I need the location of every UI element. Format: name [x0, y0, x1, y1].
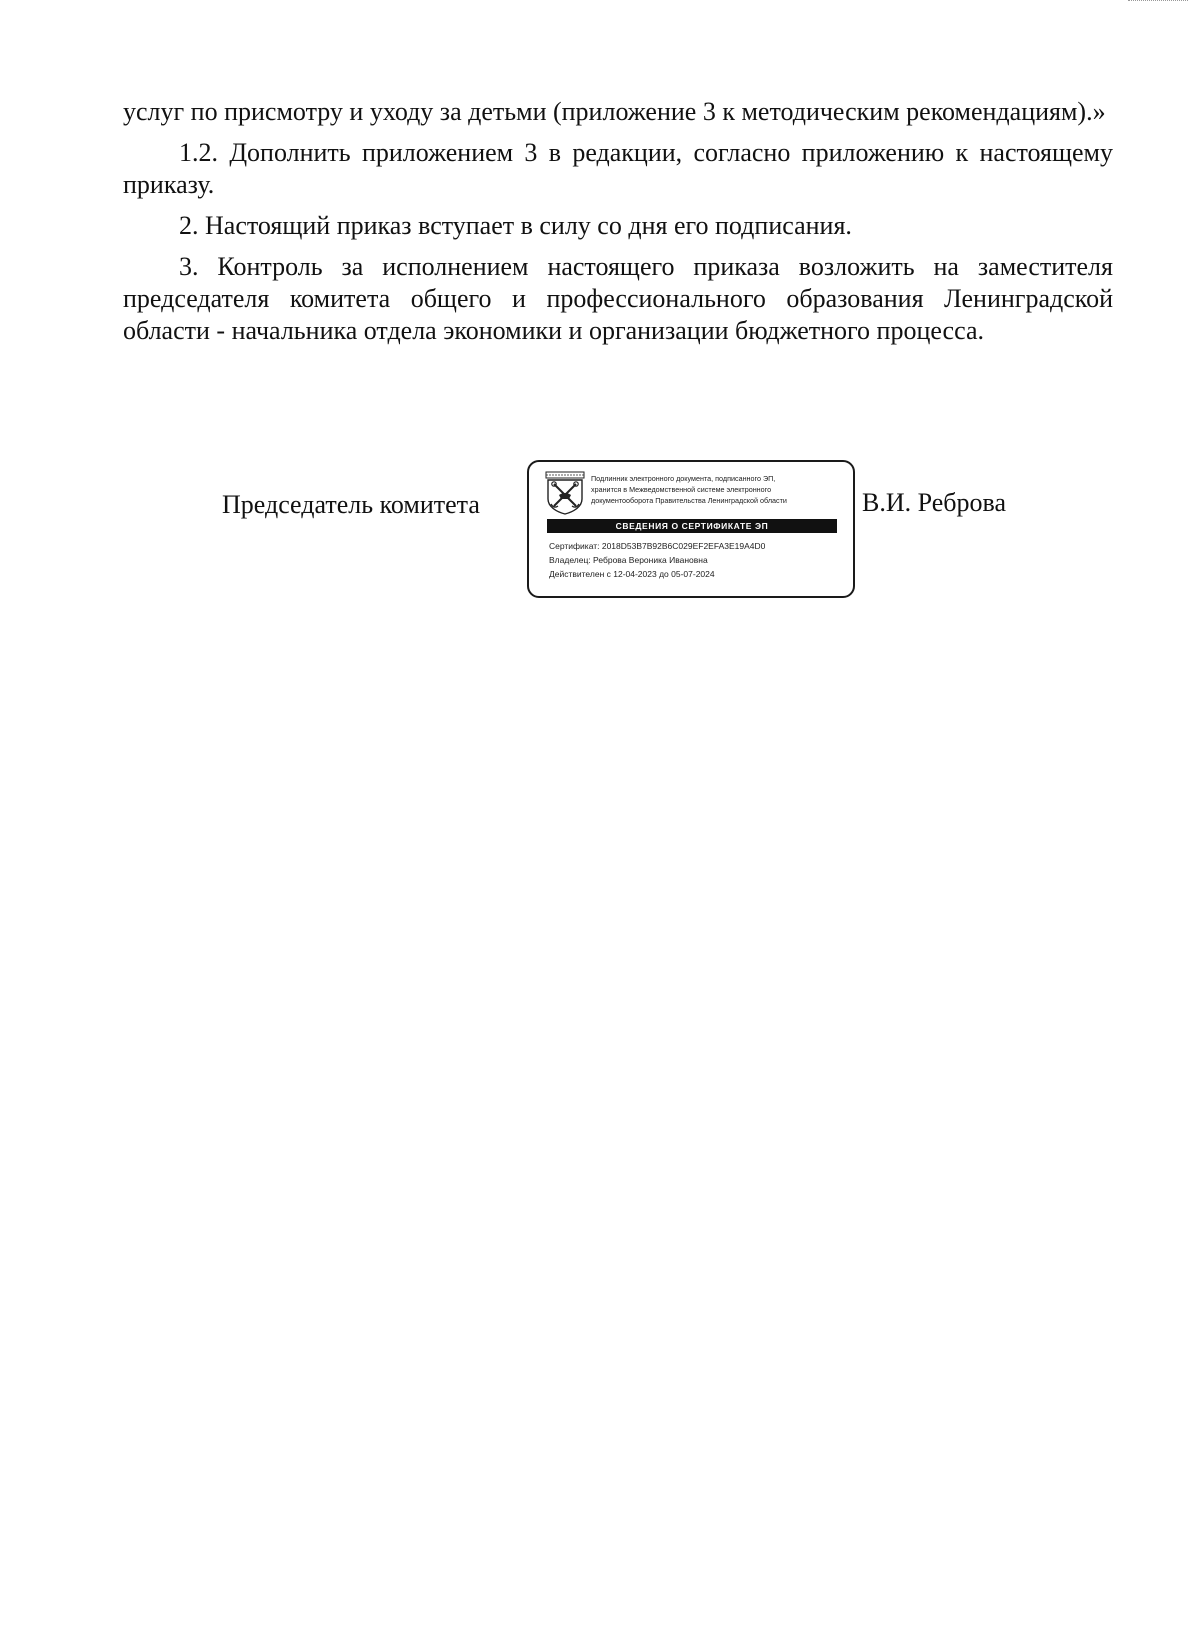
stamp-header-line: Подлинник электронного документа, подписанного ЭП, — [591, 474, 776, 483]
electronic-signature-stamp — [527, 460, 855, 598]
scan-artifact — [1128, 0, 1188, 4]
stamp-title-bar: СВЕДЕНИЯ О СЕРТИФИКАТЕ ЭП — [547, 519, 837, 533]
signer-name: В.И. Реброва — [862, 488, 1006, 517]
paragraph-1-2: 1.2. Дополнить приложением 3 в редакции, согласно приложению к настоящему приказу. — [123, 138, 1113, 199]
stamp-header-line: хранится в Межведомственной системе электронного — [591, 485, 772, 494]
certificate-validity: Действителен с 12-04-2023 до 05-07-2024 — [549, 569, 715, 579]
paragraph-continuation: услуг по присмотру и уходу за детьми (приложение 3 к методическим рекомендациям).» — [123, 97, 1106, 126]
document-body — [123, 96, 1113, 356]
certificate-number: Сертификат: 2018D53B7B92B6C029EF2EFA3E19A4D0 — [549, 541, 766, 551]
paragraph-3: 3. Контроль за исполнением настоящего приказа возложить на заместителя председателя комитета общего и профессионального образования Ленинградской области - начальника отдела экономики и организации бюджетного процесса. — [123, 252, 1113, 345]
coat-of-arms-icon — [545, 471, 585, 515]
certificate-owner: Владелец: Реброва Вероника Ивановна — [549, 555, 708, 565]
stamp-header — [591, 473, 853, 506]
stamp-header-line: документооборота Правительства Ленинградской области — [591, 496, 787, 505]
stamp-details — [549, 539, 765, 581]
signer-position: Председатель комитета — [222, 490, 480, 519]
paragraph-2: 2. Настоящий приказ вступает в силу со дня его подписания. — [179, 211, 852, 240]
signature-block — [0, 460, 1200, 610]
